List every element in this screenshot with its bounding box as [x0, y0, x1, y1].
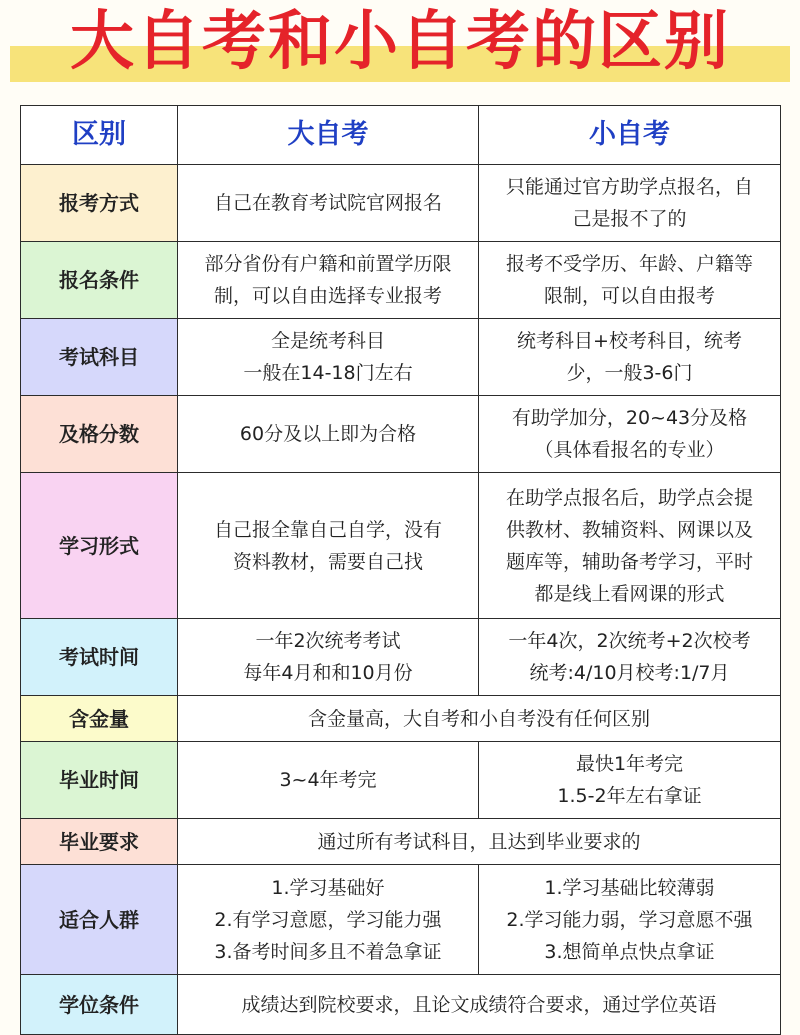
row-label: 适合人群: [21, 865, 178, 975]
cell-line: 有助学加分，20~43分及格: [511, 407, 748, 429]
cell-line: 供教材、教辅资料、网课以及: [505, 518, 753, 541]
big-exam-cell: [178, 865, 479, 975]
cell-line: 只能通过官方助学点报名，自: [505, 176, 753, 198]
table-row: [21, 975, 781, 1035]
cell-line: 统考:4/10月校考:1/7月: [529, 662, 730, 684]
row-label: 考试科目: [21, 319, 178, 396]
cell-line: 自己在教育考试院官网报名: [213, 192, 442, 214]
small-exam-cell: [479, 165, 781, 242]
cell-line: 部分省份有户籍和前置学历限: [204, 253, 452, 275]
table-row: [21, 742, 781, 819]
table-row: [21, 865, 781, 975]
table-row: [21, 319, 781, 396]
small-exam-cell: [479, 742, 781, 819]
table-row: [21, 242, 781, 319]
row-label: 考试时间: [21, 619, 178, 696]
comparison-table: [20, 105, 781, 1035]
cell-line: 1.学习基础比较薄弱: [544, 876, 715, 899]
small-exam-cell: [479, 619, 781, 696]
cell-line: 通过所有考试科目，且达到毕业要求的: [317, 830, 641, 853]
cell-line: 自己报全靠自己自学，没有: [213, 518, 442, 541]
header-category: 区别: [21, 106, 178, 165]
cell-line: 2.学习能力弱，学习意愿不强: [506, 908, 753, 931]
big-exam-cell: [178, 319, 479, 396]
big-exam-cell: [178, 742, 479, 819]
table-row: [21, 819, 781, 865]
row-label: 毕业要求: [21, 819, 178, 865]
cell-line: 统考科目+校考科目，统考: [517, 330, 742, 352]
merged-cell: [178, 819, 781, 865]
table-row: [21, 696, 781, 742]
title-banner: [0, 0, 800, 96]
header-row: [21, 106, 781, 165]
table-row: [21, 473, 781, 619]
cell-line: 3.想简单点快点拿证: [544, 940, 715, 963]
row-label: 学习形式: [21, 473, 178, 619]
cell-line: 2.有学习意愿，学习能力强: [214, 908, 442, 931]
row-label: 报考方式: [21, 165, 178, 242]
small-exam-cell: [479, 319, 781, 396]
row-label: 含金量: [21, 696, 178, 742]
table-row: [21, 619, 781, 696]
cell-line: 资料教材，需要自己找: [232, 550, 423, 573]
cell-line: 每年4月和和10月份: [243, 662, 413, 684]
big-exam-cell: [178, 619, 479, 696]
table-row: [21, 396, 781, 473]
header-big-exam: 大自考: [178, 106, 479, 165]
page-title: 大自考和小自考的区别: [70, 5, 730, 79]
small-exam-cell: [479, 865, 781, 975]
cell-line: 3~4年考完: [279, 769, 377, 791]
big-exam-cell: [178, 473, 479, 619]
row-label: 报名条件: [21, 242, 178, 319]
cell-line: 己是报不了的: [572, 208, 687, 230]
cell-line: 少，一般3-6门: [566, 362, 693, 384]
merged-cell: [178, 975, 781, 1035]
row-label: 毕业时间: [21, 742, 178, 819]
big-exam-cell: [178, 396, 479, 473]
cell-line: 在助学点报名后，助学点会提: [505, 486, 753, 509]
cell-line: 1.5-2年左右拿证: [557, 785, 702, 807]
cell-line: 全是统考科目: [270, 330, 385, 352]
cell-line: 一年4次，2次统考+2次校考: [508, 630, 751, 652]
cell-line: 最快1年考完: [575, 753, 684, 775]
big-exam-cell: [178, 242, 479, 319]
cell-line: 1.学习基础好: [271, 876, 385, 899]
cell-line: 报考不受学历、年龄、户籍等: [505, 253, 753, 275]
row-label: 学位条件: [21, 975, 178, 1035]
cell-line: 限制，可以自由报考: [543, 285, 715, 307]
cell-line: 60分及以上即为合格: [239, 423, 417, 445]
cell-line: 一年2次统考考试: [255, 630, 401, 652]
cell-line: （具体看报名的专业）: [534, 439, 725, 461]
merged-cell: [178, 696, 781, 742]
cell-line: 3.备考时间多且不着急拿证: [214, 940, 442, 963]
cell-line: 制，可以自由选择专业报考: [213, 285, 442, 307]
small-exam-cell: [479, 396, 781, 473]
cell-line: 含金量高，大自考和小自考没有任何区别: [307, 707, 650, 730]
cell-line: 一般在14-18门左右: [243, 362, 413, 384]
cell-line: 题库等，辅助备考学习，平时: [505, 550, 753, 573]
row-label: 及格分数: [21, 396, 178, 473]
big-exam-cell: [178, 165, 479, 242]
small-exam-cell: [479, 473, 781, 619]
cell-line: 都是线上看网课的形式: [534, 582, 725, 605]
cell-line: 成绩达到院校要求，且论文成绩符合要求，通过学位英语: [241, 993, 717, 1016]
table-row: [21, 165, 781, 242]
header-small-exam: 小自考: [479, 106, 781, 165]
small-exam-cell: [479, 242, 781, 319]
